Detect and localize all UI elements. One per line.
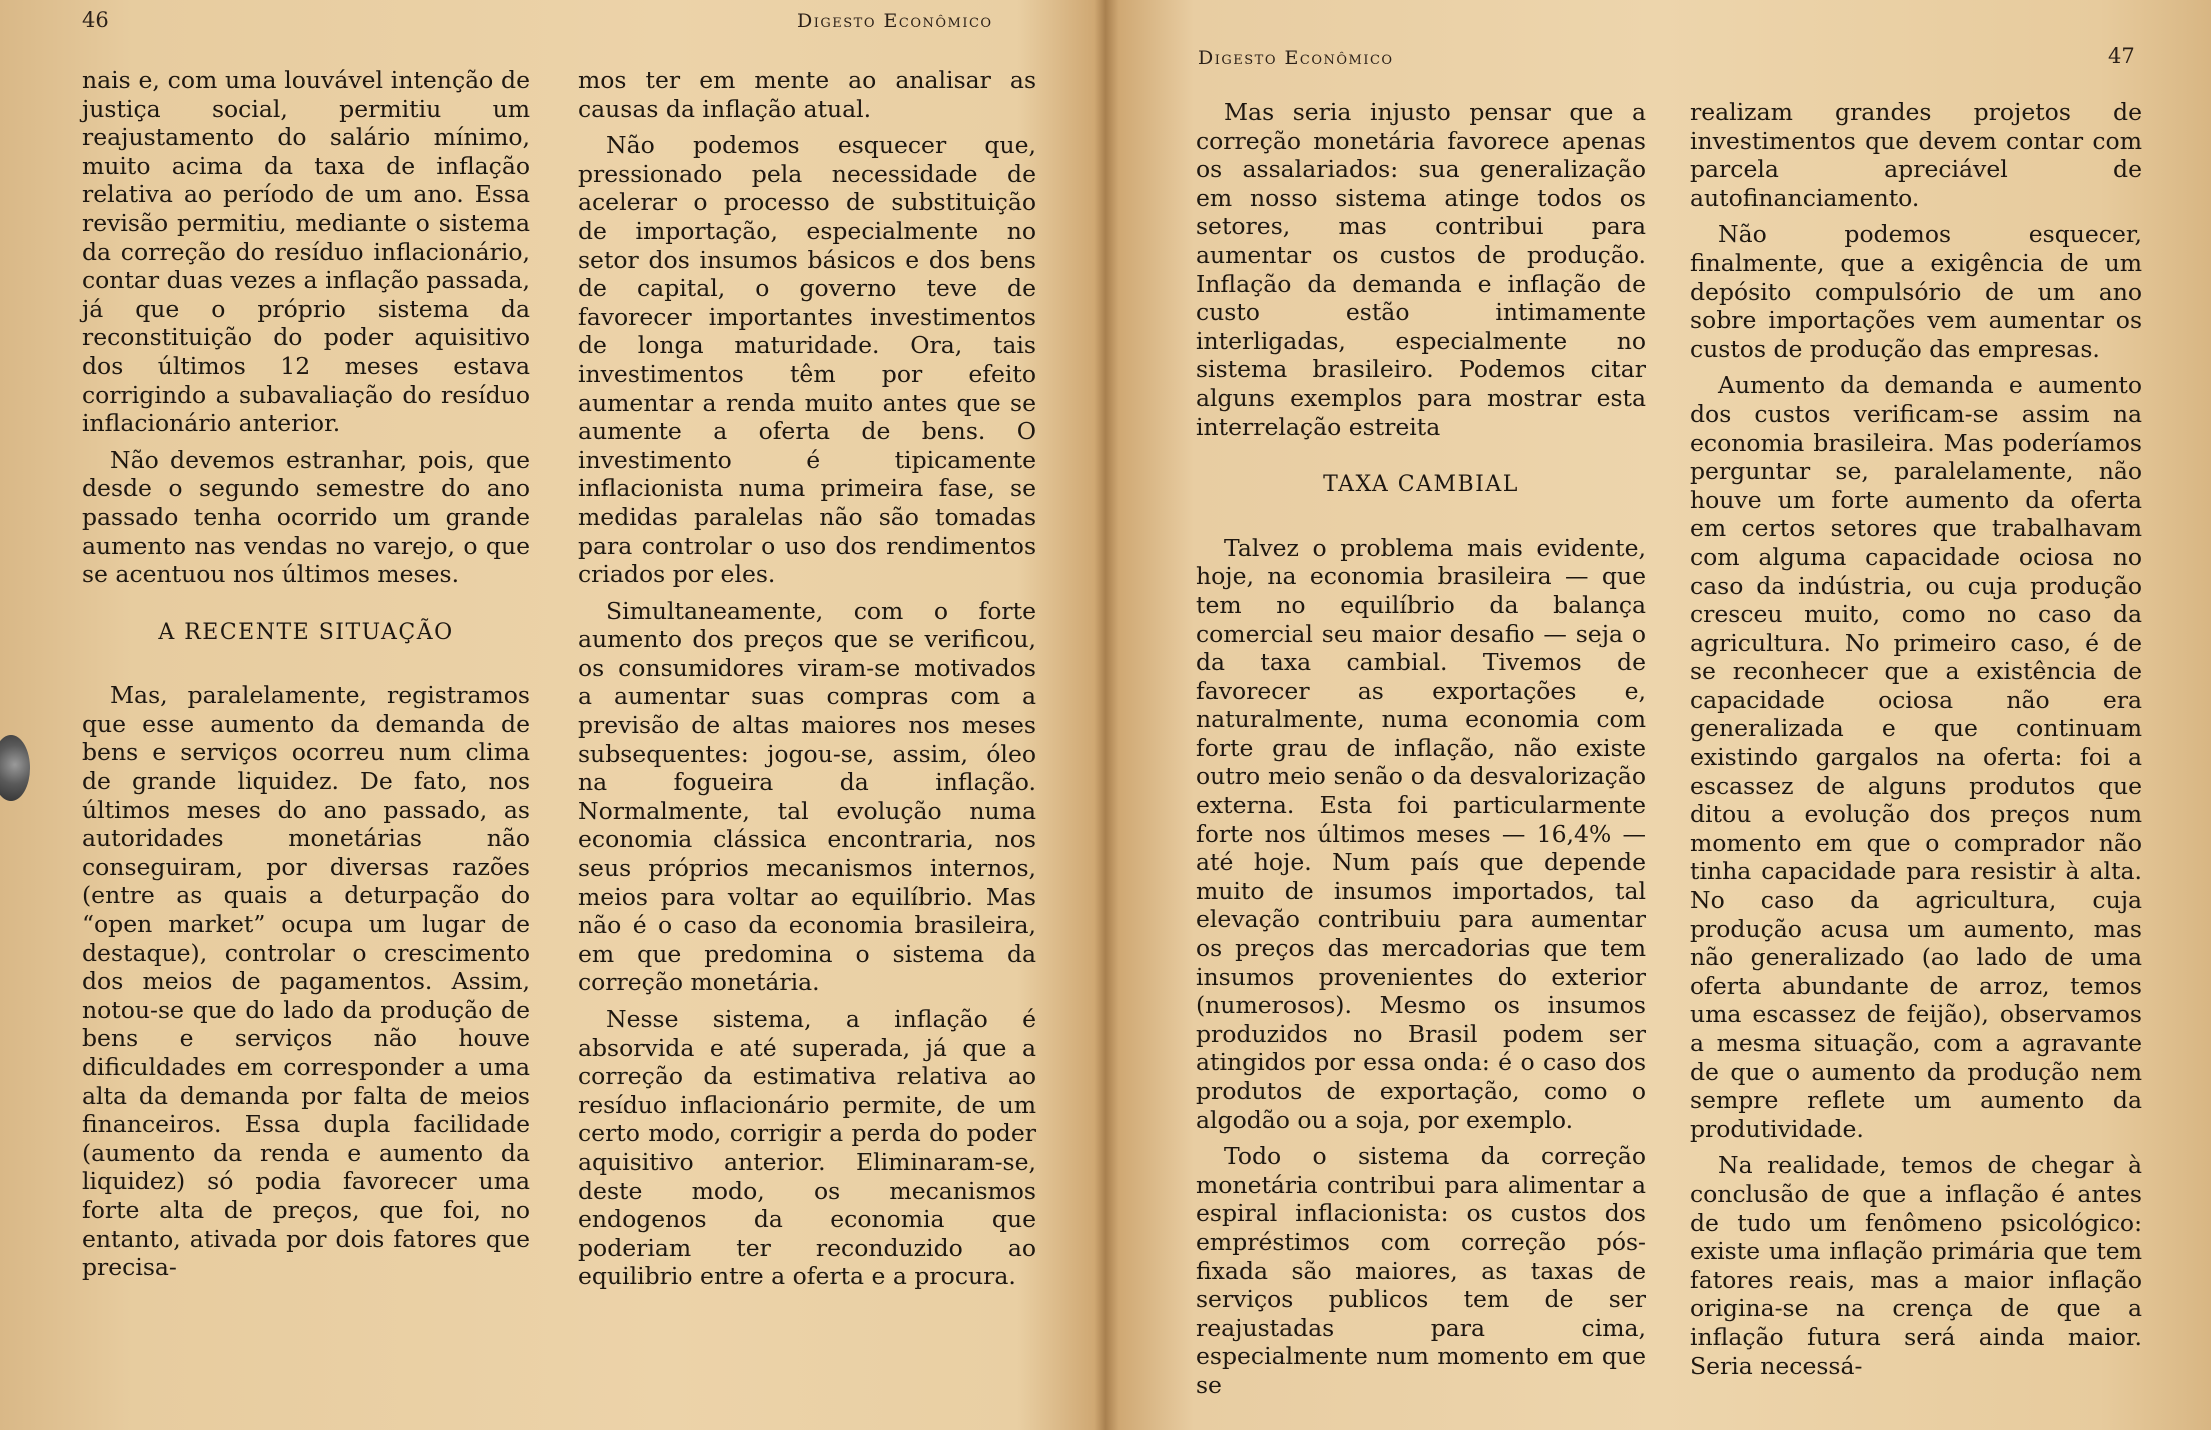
paragraph: Não podemos esquecer que, pressionado pela necessidade de acelerar o processo de substituição de importação, especialmente no setor dos insumos básicos e dos bens de capital, o governo teve de favorecer importantes investimentos de longa maturidade. Ora, tais investimentos têm por efeito aumentar a renda muito antes que se aumente a oferta de bens. O investimento é tipicamente inflacionista numa primeira fase, se medidas paralelas não são tomadas para controlar o uso dos rendimentos criados por eles. [578,131,1036,589]
left-page [0,0,1105,1430]
paragraph: Na realidade, temos de chegar à conclusão de que a inflação é antes de tudo um fenômeno psicológico: existe uma inflação primária que tem fatores reais, mas a maior inflação origina-se na crença de que a inflação futura será ainda maior. Seria necessá- [1690,1151,2142,1380]
binding-hole [0,735,30,801]
page-number: 46 [82,8,109,32]
left-page-column-2 [578,66,1036,1299]
paragraph: realizam grandes projetos de investimentos que devem contar com parcela apreciável de autofinanciamento. [1690,98,2142,212]
paragraph: nais e, com uma louvável intenção de justiça social, permitiu um reajustamento do salário mínimo, muito acima da taxa de inflação relativa ao período de um ano. Essa revisão permitiu, mediante o sistema da correção do resíduo inflacionário, contar duas vezes a inflação passada, já que o próprio sistema da reconstituição do poder aquisitivo dos últimos 12 meses estava corrigindo a subavaliação do resíduo inflacionário anterior. [82,66,530,438]
page-number: 47 [2108,44,2135,68]
running-head: Digesto Econômico [797,10,993,32]
paragraph: Simultaneamente, com o forte aumento dos preços que se verificou, os consumidores viram-se motivados a aumentar suas compras com a previsão de altas maiores nos meses subsequentes: jogou-se, assim, óleo na fogueira da inflação. Normalmente, tal evolução numa economia clássica encontraria, nos seus próprios mecanismos internos, meios para voltar ao equilíbrio. Mas não é o caso da economia brasileira, em que predomina o sistema da correção monetária. [578,596,1036,997]
section-heading: A RECENTE SITUAÇÃO [158,619,454,645]
paragraph: Talvez o problema mais evidente, hoje, na economia brasileira — que tem no equilíbrio da balança comercial seu maior desafio — seja o da taxa cambial. Tivemos de favorecer as exportações e, naturalmente, numa economia com forte grau de inflação, não existe outro meio senão o da desvalorização externa. Esta foi particularmente forte nos últimos meses — 16,4% — até hoje. Num país que depende muito de insumos importados, tal elevação contribuiu para aumentar os preços das mercadorias que tem insumos provenientes do exterior (numerosos). Mesmo os insumos produzidos no Brasil podem ser atingidos por essa onda: é o caso dos produtos de exportação, como o algodão ou a soja, por exemplo. [1196,533,1646,1134]
paragraph: Não devemos estranhar, pois, que desde o segundo semestre do ano passado tenha ocorrido um grande aumento nas vendas no varejo, o que se acentuou nos últimos meses. [82,445,530,589]
left-page-column-1 [82,66,530,1290]
section-heading: TAXA CAMBIAL [1323,472,1519,498]
paragraph: Todo o sistema da correção monetária contribui para alimentar a espiral inflacionista: os custos dos empréstimos com correção pós-fixada são maiores, as taxas de serviços publicos tem de ser reajustadas para cima, especialmente num momento em que se [1196,1142,1646,1399]
paragraph: Não podemos esquecer, finalmente, que a exigência de um depósito compulsório de um ano sobre importações vem aumentar os custos de produção das empresas. [1690,220,2142,363]
paragraph: Mas, paralelamente, registramos que esse aumento da demanda de bens e serviços ocorreu num clima de grande liquidez. De fato, nos últimos meses do ano passado, as autoridades monetárias não conseguiram, por diversas razões (entre as quais a deturpação do “open market” ocupa um lugar de destaque), controlar o crescimento dos meios de pagamentos. Assim, notou-se que do lado da produção de bens e serviços não houve dificuldades em corresponder a uma alta da demanda por falta de meios financeiros. Essa dupla facilidade (aumento da renda e aumento da liquidez) só podia favorecer uma forte alta de preços, que foi, no entanto, ativada por dois fatores que precisa- [82,681,530,1282]
paragraph: mos ter em mente ao analisar as causas da inflação atual. [578,66,1036,123]
running-head: Digesto Econômico [1198,47,1394,69]
paragraph: Mas seria injusto pensar que a correção monetária favorece apenas os assalariados: sua generalização em nosso sistema atinge todos os setores, mas contribui para aumentar os custos de produção. Inflação da demanda e inflação de custo estão intimamente interligadas, especialmente no sistema brasileiro. Podemos citar alguns exemplos para mostrar esta interrelação estreita [1196,98,1646,441]
paragraph: Nesse sistema, a inflação é absorvida e até superada, já que a correção da estimativa relativa ao resíduo inflacionário permite, de um certo modo, corrigir a perda do poder aquisitivo anterior. Eliminaram-se, deste modo, os mecanismos endogenos da economia que poderiam ter reconduzido ao equilibrio entre a oferta e a procura. [578,1005,1036,1291]
right-page-column-2 [1690,98,2142,1388]
paragraph: Aumento da demanda e aumento dos custos verificam-se assim na economia brasileira. Mas poderíamos perguntar se, paralelamente, não houve um forte aumento da oferta em certos setores que trabalhavam com alguma capacidade ociosa no caso da indústria, ou cuja produção cresceu muito, como no caso da agricultura. No primeiro caso, é de se reconhecer que a existência de capacidade ociosa não era generalizada e que continuam existindo gargalos na oferta: foi a escassez de alguns produtos que ditou a evolução dos preços num momento em que o comprador não tinha capacidade para resistir à alta. No caso da agricultura, cuja produção acusa um aumento, mas não generalizado (ao lado de uma oferta abundante de arroz, temos uma escassez de feijão), observamos a mesma situação, com a agravante de que o aumento da produção nem sempre reflete um aumento da produtividade. [1690,371,2142,1143]
right-page-column-1 [1196,98,1646,1408]
right-page [1108,0,2211,1430]
